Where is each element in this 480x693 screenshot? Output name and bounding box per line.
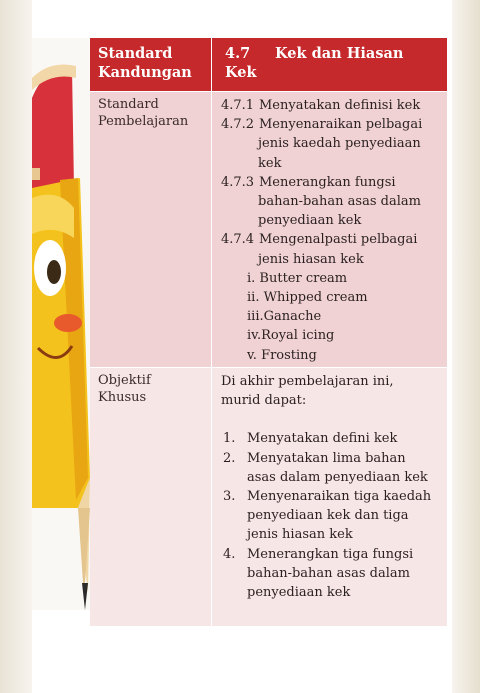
top-strip bbox=[32, 0, 452, 38]
objektif-item bbox=[221, 429, 447, 448]
standard-item-number: 4.7.3 bbox=[221, 174, 255, 190]
column-separator bbox=[211, 38, 212, 91]
hiasan-kek-item: iv.Royal icing bbox=[247, 328, 335, 344]
column-separator bbox=[211, 368, 212, 626]
objektif-intro bbox=[221, 372, 447, 410]
header-right-cell bbox=[212, 38, 447, 91]
standard-item-text-continued: kek bbox=[258, 155, 282, 171]
objektif-intro-line: murid dapat: bbox=[221, 393, 307, 409]
page-edge-left bbox=[0, 0, 32, 693]
objektif-khusus-label: Objektif Khusus bbox=[90, 368, 211, 626]
hiasan-kek-item: iii.Ganache bbox=[247, 309, 322, 325]
hiasan-kek-sub-list bbox=[221, 269, 447, 365]
objektif-item-line: Menyenaraikan tiga kaedah bbox=[247, 489, 432, 505]
standard-items-list bbox=[221, 96, 447, 269]
objektif-items-list bbox=[221, 429, 447, 602]
hiasan-kek-item: v. Frosting bbox=[247, 347, 317, 363]
standard-item bbox=[221, 96, 447, 115]
objektif-item-line: penyediaan kek bbox=[247, 585, 351, 601]
objektif-item-line: Menyatakan lima bahan bbox=[247, 450, 406, 466]
hiasan-kek-item: i. Butter cream bbox=[247, 270, 348, 286]
standard-item-number: 4.7.2 bbox=[221, 117, 255, 133]
standard-item-text: Mengenalpasti pelbagai bbox=[259, 232, 418, 248]
column-separator bbox=[211, 92, 212, 367]
page-edge-right bbox=[452, 0, 480, 693]
standard-item-text-continued: jenis kaedah penyediaan bbox=[258, 136, 421, 152]
objektif-item-number: 4. bbox=[223, 546, 236, 562]
standard-item-text: Menyenaraikan pelbagai bbox=[259, 117, 423, 133]
hiasan-kek-item: ii. Whipped cream bbox=[247, 290, 368, 306]
pencil-mascot-illustration bbox=[32, 38, 90, 610]
objektif-item-number: 2. bbox=[223, 450, 236, 466]
objektif-item-line: jenis hiasan kek bbox=[247, 527, 353, 543]
standard-item-number: 4.7.1 bbox=[221, 98, 255, 113]
standard-item-number: 4.7.4 bbox=[221, 232, 255, 248]
standard-item-text: Menerangkan fungsi bbox=[259, 174, 396, 190]
header-left-label: Standard Kandungan bbox=[98, 45, 192, 81]
table-header-row bbox=[90, 38, 447, 91]
standard-item-text-continued: penyediaan kek bbox=[258, 213, 362, 229]
header-title: Kek dan Hiasan Kek bbox=[225, 45, 404, 81]
standard-pembelajaran-content bbox=[212, 92, 447, 367]
standard-item-text-continued: jenis hiasan kek bbox=[258, 251, 364, 267]
standard-item-text-continued: bahan-bahan asas dalam bbox=[258, 194, 421, 210]
objektif-item-number: 3. bbox=[223, 489, 236, 505]
objektif-item-line: asas dalam penyediaan kek bbox=[247, 469, 428, 485]
table-row-objektif-khusus bbox=[90, 368, 447, 626]
content-table bbox=[90, 38, 447, 626]
standard-pembelajaran-label: Standard Pembelajaran bbox=[90, 92, 211, 367]
objektif-item bbox=[221, 487, 447, 545]
objektif-item-line: Menyatakan defini kek bbox=[247, 431, 398, 447]
standard-item bbox=[221, 230, 447, 268]
objektif-item-line: penyediaan kek dan tiga bbox=[247, 508, 409, 524]
side-panel bbox=[32, 38, 90, 610]
objektif-khusus-content bbox=[212, 368, 447, 626]
standard-item bbox=[221, 115, 447, 173]
standard-item-text: Menyatakan definisi kek bbox=[259, 98, 421, 113]
objektif-item bbox=[221, 545, 447, 603]
table-row-standard-pembelajaran bbox=[90, 92, 447, 367]
objektif-item-line: Menerangkan tiga fungsi bbox=[247, 546, 414, 562]
objektif-item bbox=[221, 449, 447, 487]
objektif-item-number: 1. bbox=[223, 431, 236, 447]
header-number: 4.7 bbox=[225, 45, 251, 62]
standard-item bbox=[221, 173, 447, 231]
objektif-intro-line: Di akhir pembelajaran ini, bbox=[221, 374, 394, 389]
header-left-cell bbox=[90, 38, 211, 91]
objektif-item-line: bahan-bahan asas dalam bbox=[247, 565, 410, 581]
